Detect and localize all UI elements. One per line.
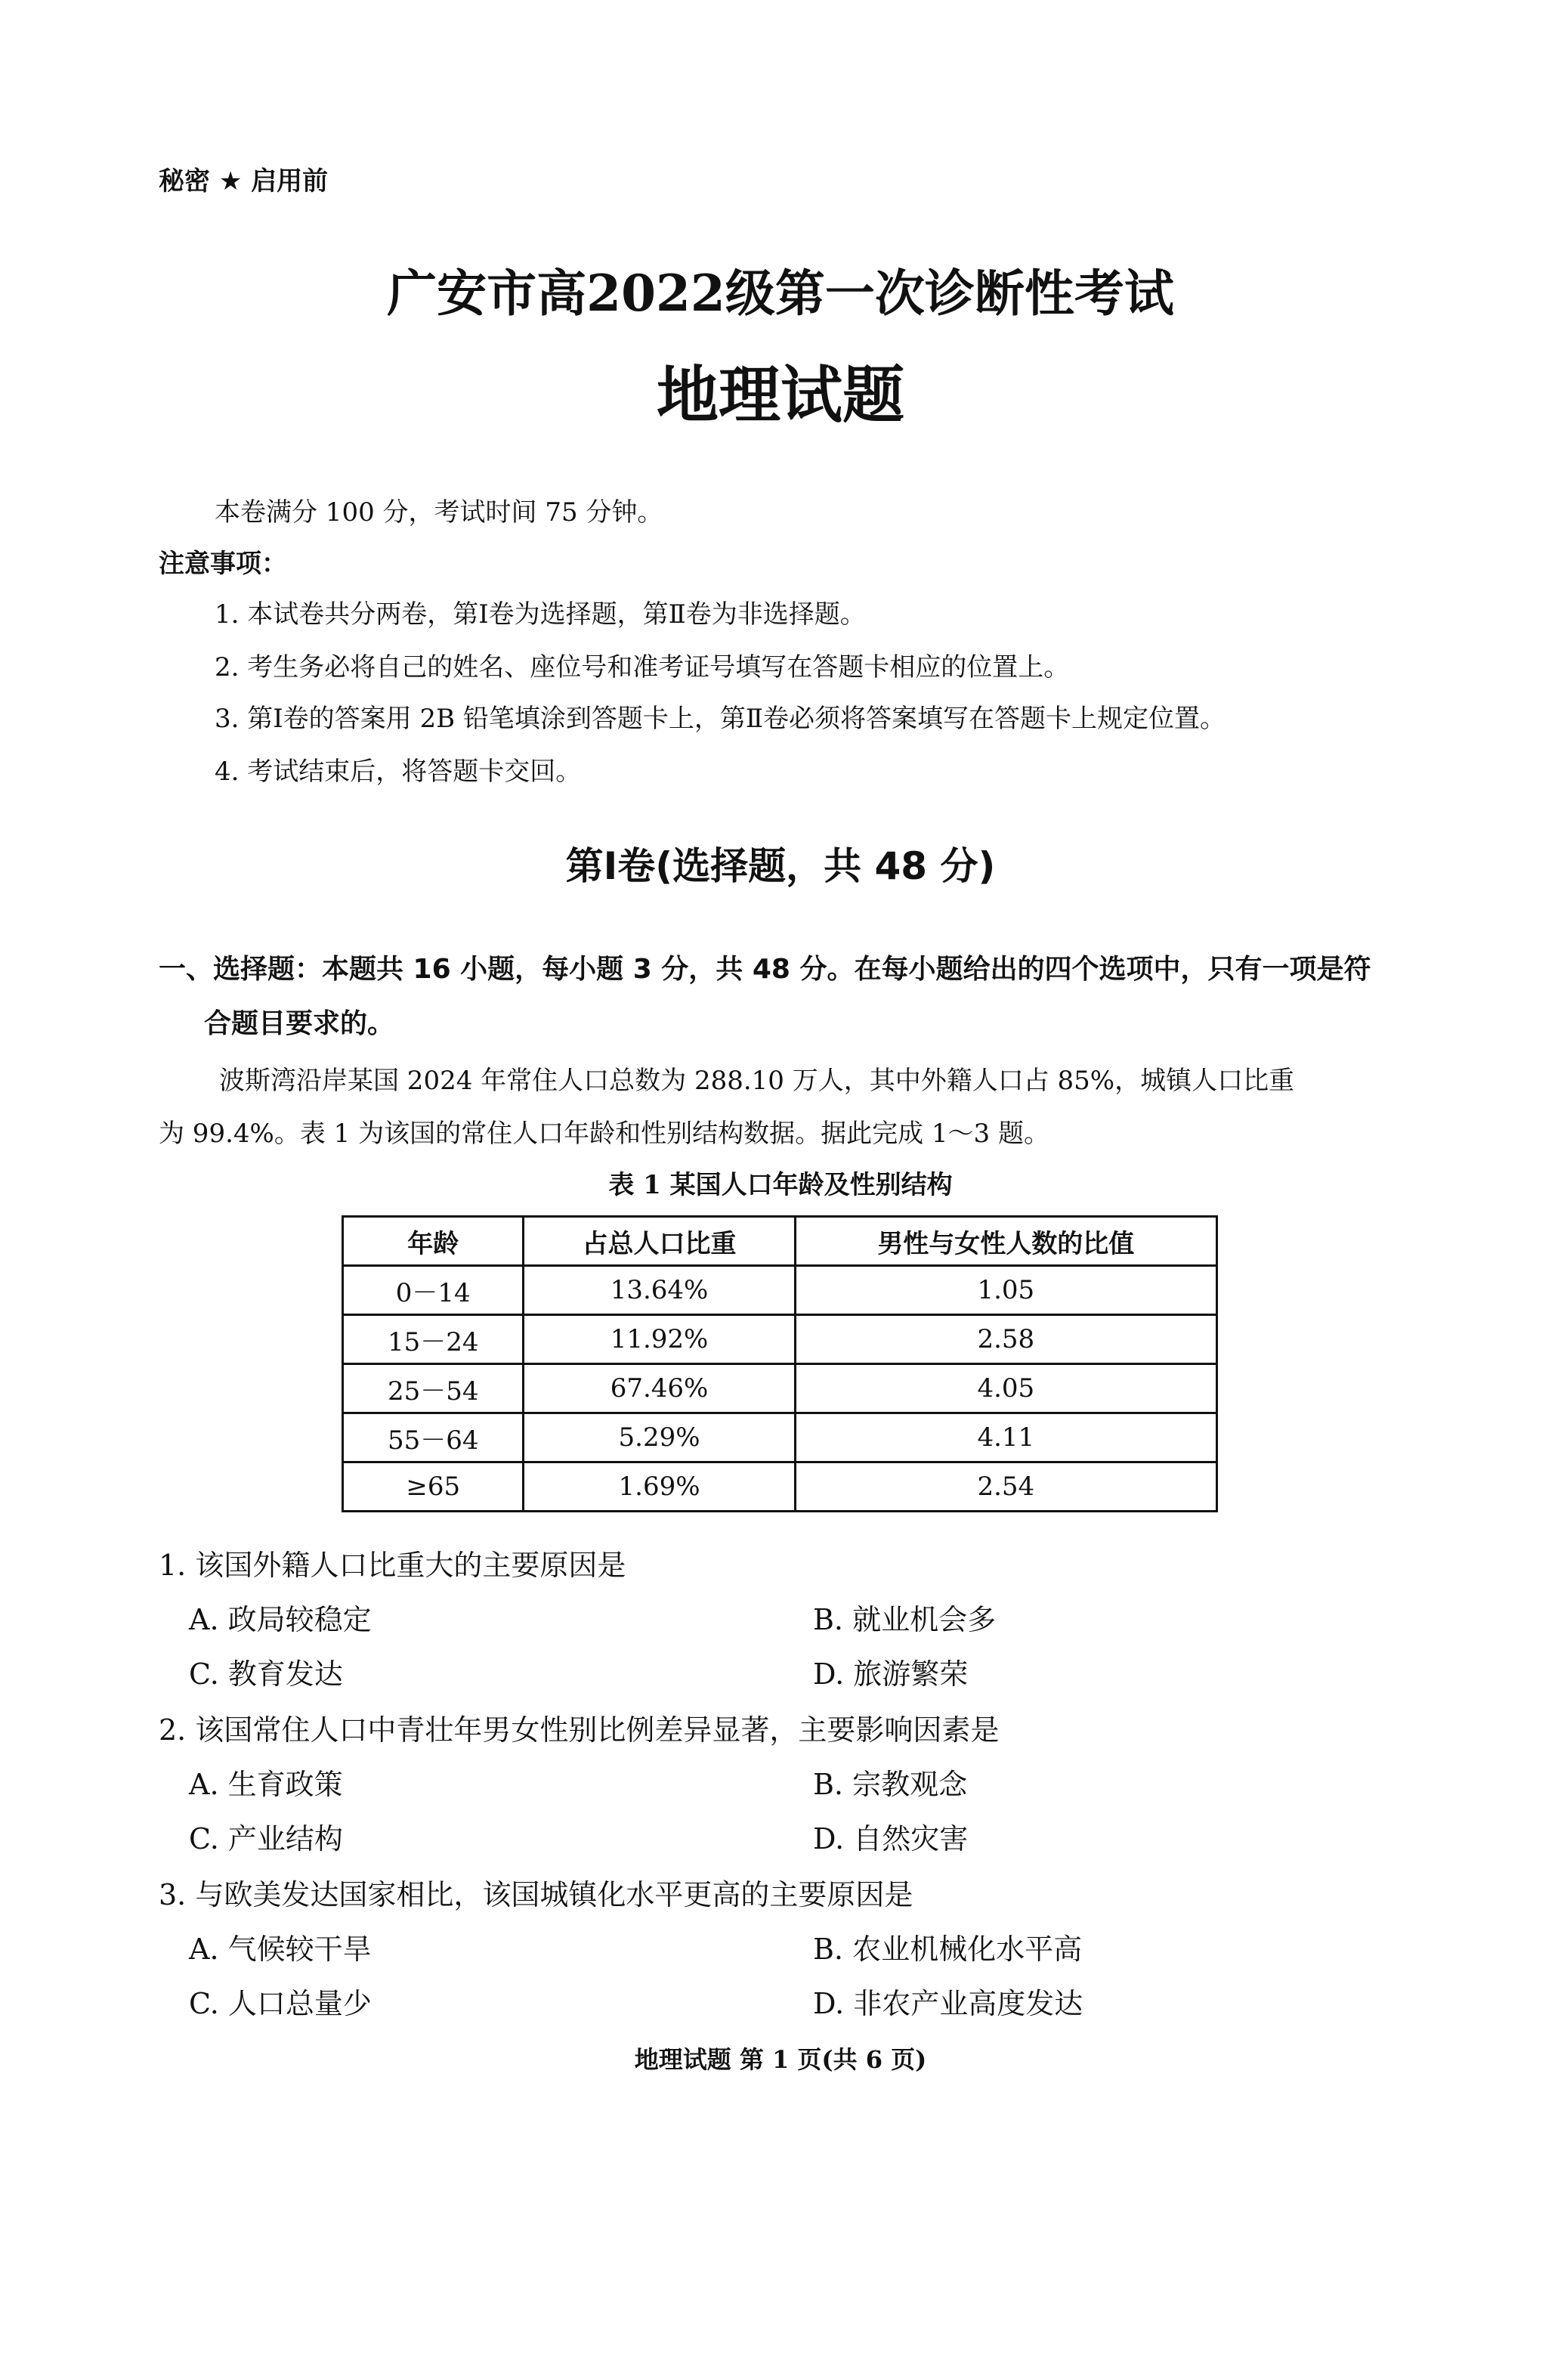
table-cell: 67.46% [524,1364,795,1413]
subject-title: 地理试题 [656,360,904,432]
note-item-2: 2. 考生务必将自己的姓名、座位号和准考证号填写在答题卡相应的位置上。 [215,652,1070,682]
table-cell: 1.05 [795,1266,1216,1315]
table-cell: 13.64% [524,1266,795,1315]
table-row [343,1266,1217,1315]
question-3-stem: 3. 与欧美发达国家相比，该国城镇化水平更高的主要原因是 [159,1878,913,1911]
note-item-3: 3. 第Ⅰ卷的答案用 2B 铅笔填涂到答题卡上，第Ⅱ卷必须将答案填写在答题卡上规定位置。 [215,704,1226,734]
table-cell: 4.05 [795,1364,1216,1413]
question-1-stem: 1. 该国外籍人口比重大的主要原因是 [159,1549,626,1582]
table-cell: 5.29% [524,1413,795,1462]
table-cell: 0－14 [343,1266,524,1315]
passage-line2: 为 99.4%。表 1 为该国的常住人口年龄和性别结构数据。据此完成 1～3 题。 [159,1119,1049,1149]
table-header-cell: 年龄 [343,1217,524,1266]
table-row [343,1462,1217,1512]
table-cell: 4.11 [795,1413,1216,1462]
note-item-1: 1. 本试卷共分两卷，第Ⅰ卷为选择题，第Ⅱ卷为非选择题。 [215,599,866,630]
passage-line1: 波斯湾沿岸某国 2024 年常住人口总数为 288.10 万人，其中外籍人口占 85%，城镇人口比重 [219,1066,1295,1096]
table-cell: 2.58 [795,1315,1216,1364]
question-3-option-b: B. 农业机械化水平高 [813,1933,1083,1966]
question-1-option-d: D. 旅游繁荣 [813,1657,969,1691]
exam-title: 广安市高2022级第一次诊断性考试 [387,264,1174,323]
question-3-option-d: D. 非农产业高度发达 [813,1987,1083,2020]
table-cell: 11.92% [524,1315,795,1364]
notes-heading: 注意事项： [159,549,287,579]
table-cell: 2.54 [795,1462,1216,1512]
secret-label: 秘密 ★ 启用前 [159,166,329,197]
table-cell: 55－64 [343,1413,524,1462]
table-cell: 1.69% [524,1462,795,1512]
question-2-stem: 2. 该国常住人口中青壮年男女性别比例差异显著，主要影响因素是 [159,1713,1000,1747]
table-header-cell: 占总人口比重 [524,1217,795,1266]
question-2-option-d: D. 自然灾害 [813,1822,969,1855]
score-time-text: 本卷满分 100 分，考试时间 75 分钟。 [215,497,663,528]
question-1-option-c: C. 教育发达 [189,1657,343,1691]
note-item-4: 4. 考试结束后，将答题卡交回。 [215,757,582,787]
table-row [343,1413,1217,1462]
table-row [343,1364,1217,1413]
question-1-option-a: A. 政局较稳定 [189,1603,372,1636]
question-2-option-c: C. 产业结构 [189,1822,343,1855]
question-1-option-b: B. 就业机会多 [813,1603,997,1636]
question-3-option-c: C. 人口总量少 [189,1987,372,2020]
table-header-cell: 男性与女性人数的比值 [795,1217,1216,1266]
question-3-option-a: A. 气候较干旱 [189,1933,372,1966]
table-cell: 25－54 [343,1364,524,1413]
table-header-row [343,1217,1217,1266]
section-title: 第Ⅰ卷(选择题，共 48 分) [565,844,996,888]
question-2-option-b: B. 宗教观念 [813,1768,968,1801]
population-table [342,1215,1218,1512]
section-instruction-line2: 合题目要求的。 [204,1008,395,1039]
question-2-option-a: A. 生育政策 [189,1768,343,1801]
table-cell: 15－24 [343,1315,524,1364]
page-footer: 地理试题 第 1 页(共 6 页) [634,2045,927,2074]
section-instruction-line1: 一、选择题：本题共 16 小题，每小题 3 分，共 48 分。在每小题给出的四个选项中，只有一项是符 [159,954,1371,985]
table-caption: 表 1 某国人口年龄及性别结构 [608,1170,953,1200]
table-cell: ≥65 [343,1462,524,1512]
table-row [343,1315,1217,1364]
